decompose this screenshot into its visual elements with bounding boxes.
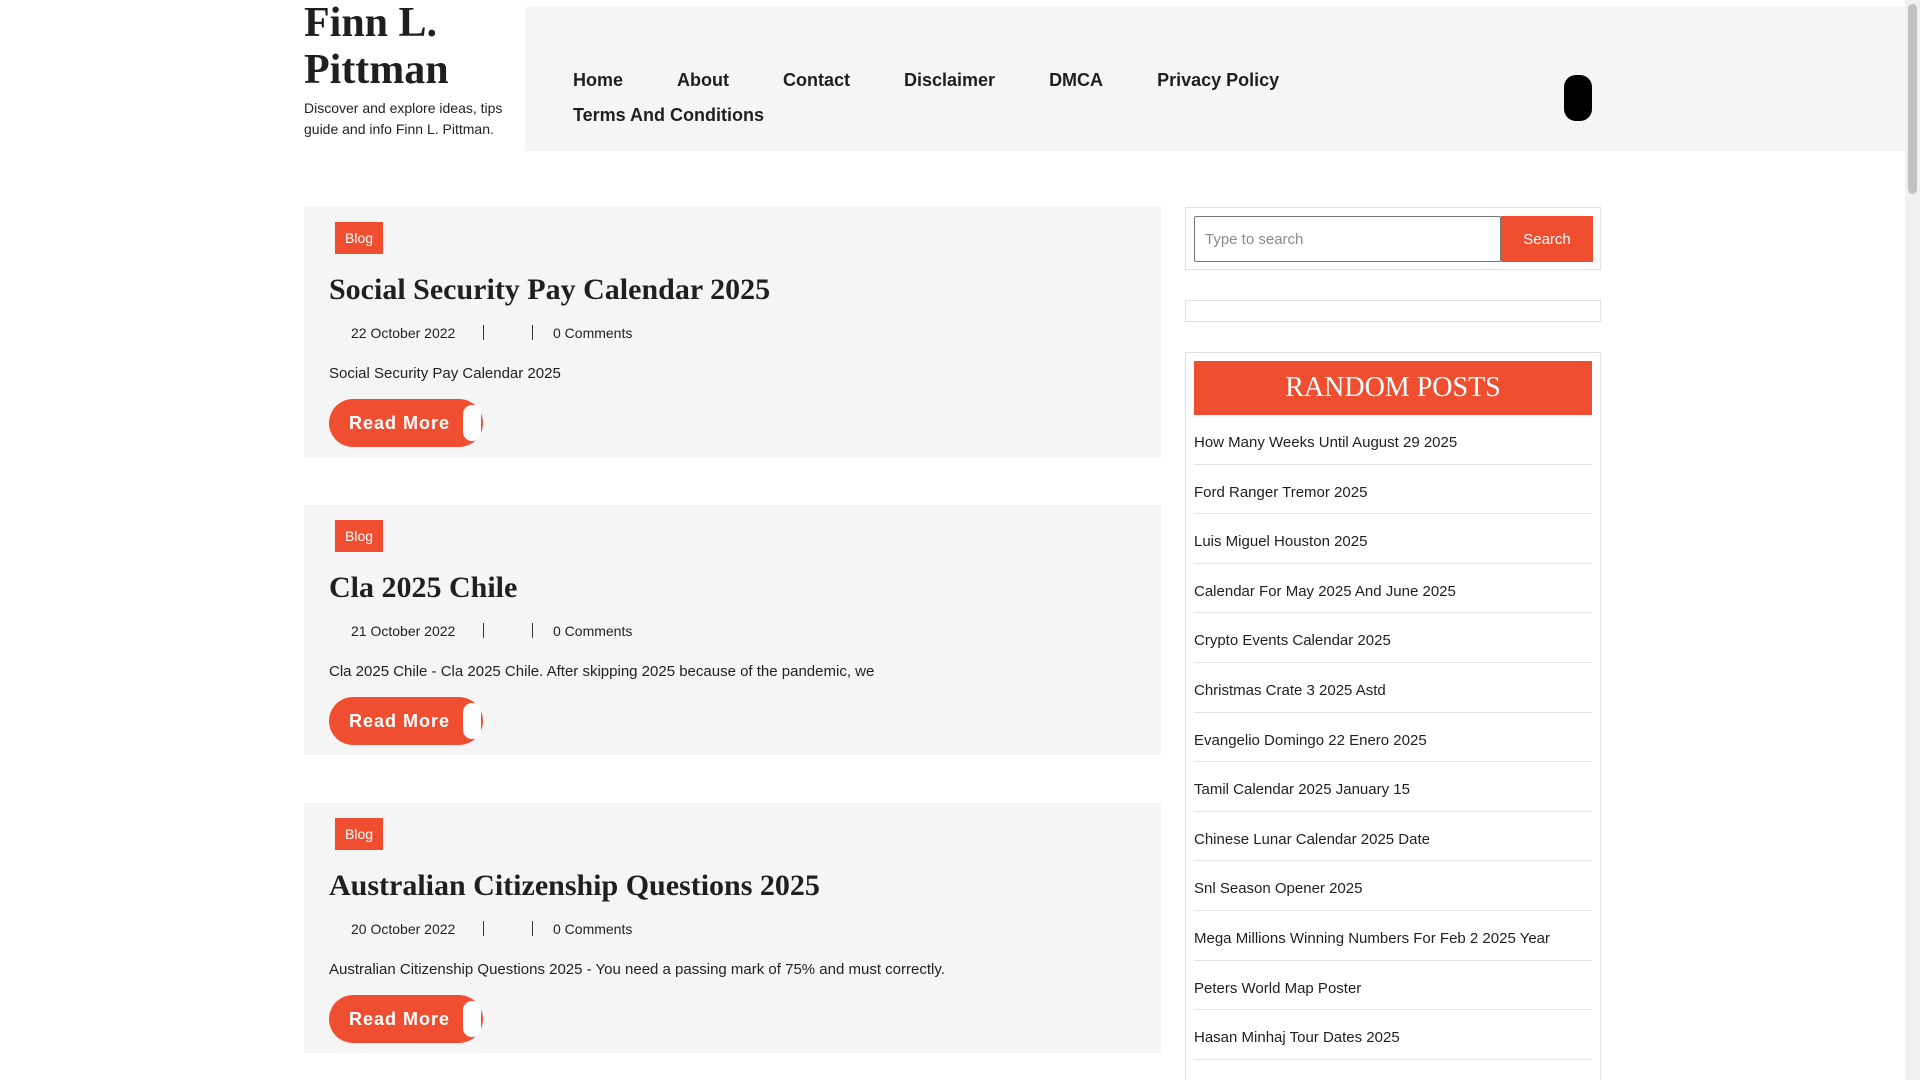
post-card bbox=[304, 803, 1161, 1053]
random-post-link[interactable]: Snl Season Opener 2025 bbox=[1194, 861, 1592, 911]
nav-menu bbox=[573, 67, 1333, 128]
main-navigation bbox=[525, 7, 1905, 151]
nav-item-privacy-policy[interactable]: Privacy Policy bbox=[1157, 70, 1280, 90]
random-post-link[interactable]: How Many Weeks Until August 29 2025 bbox=[1194, 415, 1592, 465]
page-scrollbar[interactable] bbox=[1905, 0, 1920, 1080]
random-post-link[interactable]: Evangelio Domingo 22 Enero 2025 bbox=[1194, 713, 1592, 763]
post-card bbox=[304, 505, 1161, 755]
search-button[interactable]: Search bbox=[1501, 216, 1593, 262]
post-category-badge[interactable]: Blog bbox=[335, 520, 383, 552]
post-comments[interactable]: 0 Comments bbox=[553, 921, 633, 937]
meta-divider bbox=[532, 921, 533, 936]
post-excerpt: Social Security Pay Calendar 2025 bbox=[329, 365, 561, 382]
random-post-link[interactable]: Peters World Map Poster bbox=[1194, 961, 1592, 1011]
random-posts-heading: RANDOM POSTS bbox=[1194, 361, 1592, 415]
post-title[interactable]: Cla 2025 Chile bbox=[329, 571, 518, 604]
nav-item-dmca[interactable]: DMCA bbox=[1049, 70, 1104, 90]
post-excerpt: Australian Citizenship Questions 2025 - You need a passing mark of 75% and must correctly. bbox=[329, 961, 945, 978]
random-posts-list bbox=[1194, 415, 1592, 1060]
nav-item-contact[interactable]: Contact bbox=[783, 70, 850, 90]
post-category-badge[interactable]: Blog bbox=[335, 222, 383, 254]
post-card bbox=[304, 207, 1161, 457]
read-more-button[interactable] bbox=[329, 399, 483, 447]
meta-divider bbox=[483, 921, 484, 936]
site-title[interactable]: Finn L. Pittman bbox=[304, 0, 449, 93]
read-more-button[interactable] bbox=[329, 995, 483, 1043]
post-excerpt: Cla 2025 Chile - Cla 2025 Chile. After skipping 2025 because of the pandemic, we bbox=[329, 663, 875, 680]
meta-divider bbox=[532, 623, 533, 638]
nav-item-about[interactable]: About bbox=[677, 70, 729, 90]
meta-divider bbox=[483, 325, 484, 340]
random-post-link[interactable]: Christmas Crate 3 2025 Astd bbox=[1194, 663, 1592, 713]
menu-toggle-button[interactable] bbox=[1564, 75, 1592, 121]
post-category-badge[interactable]: Blog bbox=[335, 818, 383, 850]
post-date[interactable]: 22 October 2022 bbox=[351, 325, 456, 341]
read-more-pill-icon bbox=[463, 1001, 481, 1037]
random-post-link[interactable]: Chinese Lunar Calendar 2025 Date bbox=[1194, 812, 1592, 862]
read-more-label: Read More bbox=[349, 711, 451, 731]
read-more-label: Read More bbox=[349, 413, 451, 433]
read-more-pill-icon bbox=[463, 405, 481, 441]
site-branding bbox=[304, 0, 504, 140]
search-input[interactable] bbox=[1194, 216, 1501, 262]
post-comments[interactable]: 0 Comments bbox=[553, 325, 633, 341]
random-post-link[interactable]: Tamil Calendar 2025 January 15 bbox=[1194, 762, 1592, 812]
search-widget bbox=[1185, 207, 1601, 270]
empty-widget bbox=[1185, 300, 1601, 322]
random-post-link[interactable]: Hasan Minhaj Tour Dates 2025 bbox=[1194, 1010, 1592, 1060]
random-post-link[interactable]: Mega Millions Winning Numbers For Feb 2 2025 Year bbox=[1194, 911, 1592, 961]
random-post-link[interactable]: Luis Miguel Houston 2025 bbox=[1194, 514, 1592, 564]
random-post-link[interactable]: Crypto Events Calendar 2025 bbox=[1194, 613, 1592, 663]
site-description: Discover and explore ideas, tips guide and info Finn L. Pittman. bbox=[304, 100, 503, 137]
random-post-link[interactable]: Calendar For May 2025 And June 2025 bbox=[1194, 564, 1592, 614]
nav-item-home[interactable]: Home bbox=[573, 70, 624, 90]
post-comments[interactable]: 0 Comments bbox=[553, 623, 633, 639]
read-more-pill-icon bbox=[463, 703, 481, 739]
post-date[interactable]: 20 October 2022 bbox=[351, 921, 456, 937]
meta-divider bbox=[483, 623, 484, 638]
nav-item-terms[interactable]: Terms And Conditions bbox=[573, 105, 764, 125]
read-more-button[interactable] bbox=[329, 697, 483, 745]
nav-item-disclaimer[interactable]: Disclaimer bbox=[904, 70, 996, 90]
random-posts-widget bbox=[1185, 352, 1601, 1080]
scrollbar-thumb[interactable] bbox=[1908, 4, 1917, 194]
read-more-label: Read More bbox=[349, 1009, 451, 1029]
post-title[interactable]: Social Security Pay Calendar 2025 bbox=[329, 273, 771, 306]
meta-divider bbox=[532, 325, 533, 340]
post-title[interactable]: Australian Citizenship Questions 2025 bbox=[329, 869, 820, 902]
post-date[interactable]: 21 October 2022 bbox=[351, 623, 456, 639]
random-post-link[interactable]: Ford Ranger Tremor 2025 bbox=[1194, 465, 1592, 515]
